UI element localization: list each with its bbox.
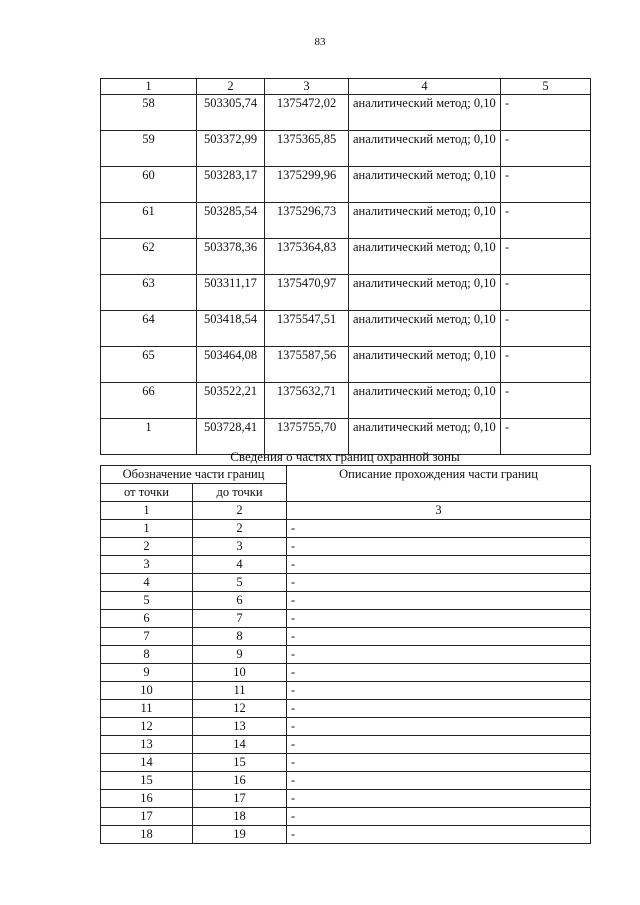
table-row [101, 347, 591, 383]
boundary-description: - [287, 808, 591, 826]
y-coordinate: 1375587,56 [265, 347, 349, 383]
to-point: 19 [193, 826, 287, 844]
y-coordinate: 1375547,51 [265, 311, 349, 347]
to-point: 13 [193, 718, 287, 736]
point-number: 60 [101, 167, 197, 203]
from-point: 12 [101, 718, 193, 736]
description-cell: - [501, 275, 591, 311]
table-row [101, 275, 591, 311]
boundary-description: - [287, 790, 591, 808]
y-coordinate: 1375364,83 [265, 239, 349, 275]
x-coordinate: 503522,21 [197, 383, 265, 419]
to-point: 5 [193, 574, 287, 592]
to-point: 8 [193, 628, 287, 646]
boundary-parts-table [100, 465, 591, 844]
table-row [101, 95, 591, 131]
from-point: 18 [101, 826, 193, 844]
to-point: 3 [193, 538, 287, 556]
point-number: 62 [101, 239, 197, 275]
to-point: 14 [193, 736, 287, 754]
table-row [101, 203, 591, 239]
boundary-description: - [287, 574, 591, 592]
column-number: 3 [287, 502, 591, 520]
from-point: 7 [101, 628, 193, 646]
to-point-header: до точки [193, 484, 287, 502]
method-accuracy: аналитический метод; 0,10 [349, 311, 501, 347]
x-coordinate: 503464,08 [197, 347, 265, 383]
description-cell: - [501, 347, 591, 383]
table-row [101, 538, 591, 556]
section-title: Сведения о частях границ охранной зоны [230, 449, 460, 464]
boundary-description: - [287, 718, 591, 736]
table-row [101, 700, 591, 718]
to-point: 9 [193, 646, 287, 664]
x-coordinate: 503311,17 [197, 275, 265, 311]
from-point: 15 [101, 772, 193, 790]
table-row [101, 311, 591, 347]
table-row [101, 718, 591, 736]
to-point: 11 [193, 682, 287, 700]
from-point: 14 [101, 754, 193, 772]
from-point: 1 [101, 520, 193, 538]
boundary-description: - [287, 736, 591, 754]
y-coordinate: 1375755,70 [265, 419, 349, 455]
description-header: Описание прохождения части границ [287, 466, 591, 502]
boundary-description: - [287, 520, 591, 538]
point-number: 1 [101, 419, 197, 455]
table-row [101, 239, 591, 275]
point-number: 59 [101, 131, 197, 167]
point-number: 63 [101, 275, 197, 311]
group-header: Обозначение части границ [101, 466, 287, 484]
from-point: 4 [101, 574, 193, 592]
column-number: 1 [101, 502, 193, 520]
x-coordinate: 503283,17 [197, 167, 265, 203]
from-point: 16 [101, 790, 193, 808]
method-accuracy: аналитический метод; 0,10 [349, 131, 501, 167]
point-number: 58 [101, 95, 197, 131]
table-row [101, 131, 591, 167]
table-row [101, 383, 591, 419]
table-row [101, 646, 591, 664]
table-row [101, 520, 591, 538]
method-accuracy: аналитический метод; 0,10 [349, 203, 501, 239]
table-header-row [101, 79, 591, 95]
x-coordinate: 503378,36 [197, 239, 265, 275]
to-point: 2 [193, 520, 287, 538]
from-point: 2 [101, 538, 193, 556]
method-accuracy: аналитический метод; 0,10 [349, 383, 501, 419]
description-cell: - [501, 419, 591, 455]
table-row [101, 772, 591, 790]
x-coordinate: 503728,41 [197, 419, 265, 455]
boundary-description: - [287, 538, 591, 556]
point-number: 64 [101, 311, 197, 347]
table-row [101, 167, 591, 203]
boundary-description: - [287, 682, 591, 700]
boundary-description: - [287, 772, 591, 790]
y-coordinate: 1375299,96 [265, 167, 349, 203]
to-point: 17 [193, 790, 287, 808]
column-number: 4 [349, 79, 501, 95]
table-row [101, 592, 591, 610]
method-accuracy: аналитический метод; 0,10 [349, 347, 501, 383]
from-point: 17 [101, 808, 193, 826]
table-row [101, 574, 591, 592]
column-number-row [101, 502, 591, 520]
table-row [101, 808, 591, 826]
description-cell: - [501, 95, 591, 131]
y-coordinate: 1375296,73 [265, 203, 349, 239]
table-row [101, 628, 591, 646]
x-coordinate: 503305,74 [197, 95, 265, 131]
from-point: 13 [101, 736, 193, 754]
page-number: 83 [314, 36, 326, 48]
to-point: 4 [193, 556, 287, 574]
description-cell: - [501, 203, 591, 239]
coordinates-table [100, 78, 591, 455]
column-number: 2 [193, 502, 287, 520]
to-point: 15 [193, 754, 287, 772]
boundary-description: - [287, 664, 591, 682]
method-accuracy: аналитический метод; 0,10 [349, 239, 501, 275]
method-accuracy: аналитический метод; 0,10 [349, 419, 501, 455]
description-cell: - [501, 311, 591, 347]
y-coordinate: 1375472,02 [265, 95, 349, 131]
from-point: 5 [101, 592, 193, 610]
description-cell: - [501, 239, 591, 275]
table-row [101, 682, 591, 700]
point-number: 66 [101, 383, 197, 419]
table-row [101, 610, 591, 628]
point-number: 65 [101, 347, 197, 383]
point-number: 61 [101, 203, 197, 239]
description-cell: - [501, 131, 591, 167]
boundary-description: - [287, 628, 591, 646]
from-point: 9 [101, 664, 193, 682]
table-row [101, 826, 591, 844]
boundary-description: - [287, 826, 591, 844]
boundary-description: - [287, 610, 591, 628]
boundary-description: - [287, 556, 591, 574]
y-coordinate: 1375632,71 [265, 383, 349, 419]
to-point: 6 [193, 592, 287, 610]
method-accuracy: аналитический метод; 0,10 [349, 275, 501, 311]
column-number: 5 [501, 79, 591, 95]
method-accuracy: аналитический метод; 0,10 [349, 95, 501, 131]
y-coordinate: 1375470,97 [265, 275, 349, 311]
from-point: 8 [101, 646, 193, 664]
to-point: 12 [193, 700, 287, 718]
table-row [101, 736, 591, 754]
to-point: 10 [193, 664, 287, 682]
description-cell: - [501, 167, 591, 203]
column-number: 1 [101, 79, 197, 95]
method-accuracy: аналитический метод; 0,10 [349, 167, 501, 203]
x-coordinate: 503285,54 [197, 203, 265, 239]
description-cell: - [501, 383, 591, 419]
column-number: 3 [265, 79, 349, 95]
x-coordinate: 503372,99 [197, 131, 265, 167]
boundary-description: - [287, 754, 591, 772]
from-point: 10 [101, 682, 193, 700]
table-row [101, 790, 591, 808]
from-point: 6 [101, 610, 193, 628]
table-row [101, 664, 591, 682]
from-point-header: от точки [101, 484, 193, 502]
boundary-description: - [287, 592, 591, 610]
to-point: 18 [193, 808, 287, 826]
from-point: 11 [101, 700, 193, 718]
column-number: 2 [197, 79, 265, 95]
boundary-description: - [287, 646, 591, 664]
to-point: 16 [193, 772, 287, 790]
table-header-row [101, 466, 591, 484]
x-coordinate: 503418,54 [197, 311, 265, 347]
table-row [101, 556, 591, 574]
table-row [101, 754, 591, 772]
y-coordinate: 1375365,85 [265, 131, 349, 167]
to-point: 7 [193, 610, 287, 628]
boundary-description: - [287, 700, 591, 718]
from-point: 3 [101, 556, 193, 574]
